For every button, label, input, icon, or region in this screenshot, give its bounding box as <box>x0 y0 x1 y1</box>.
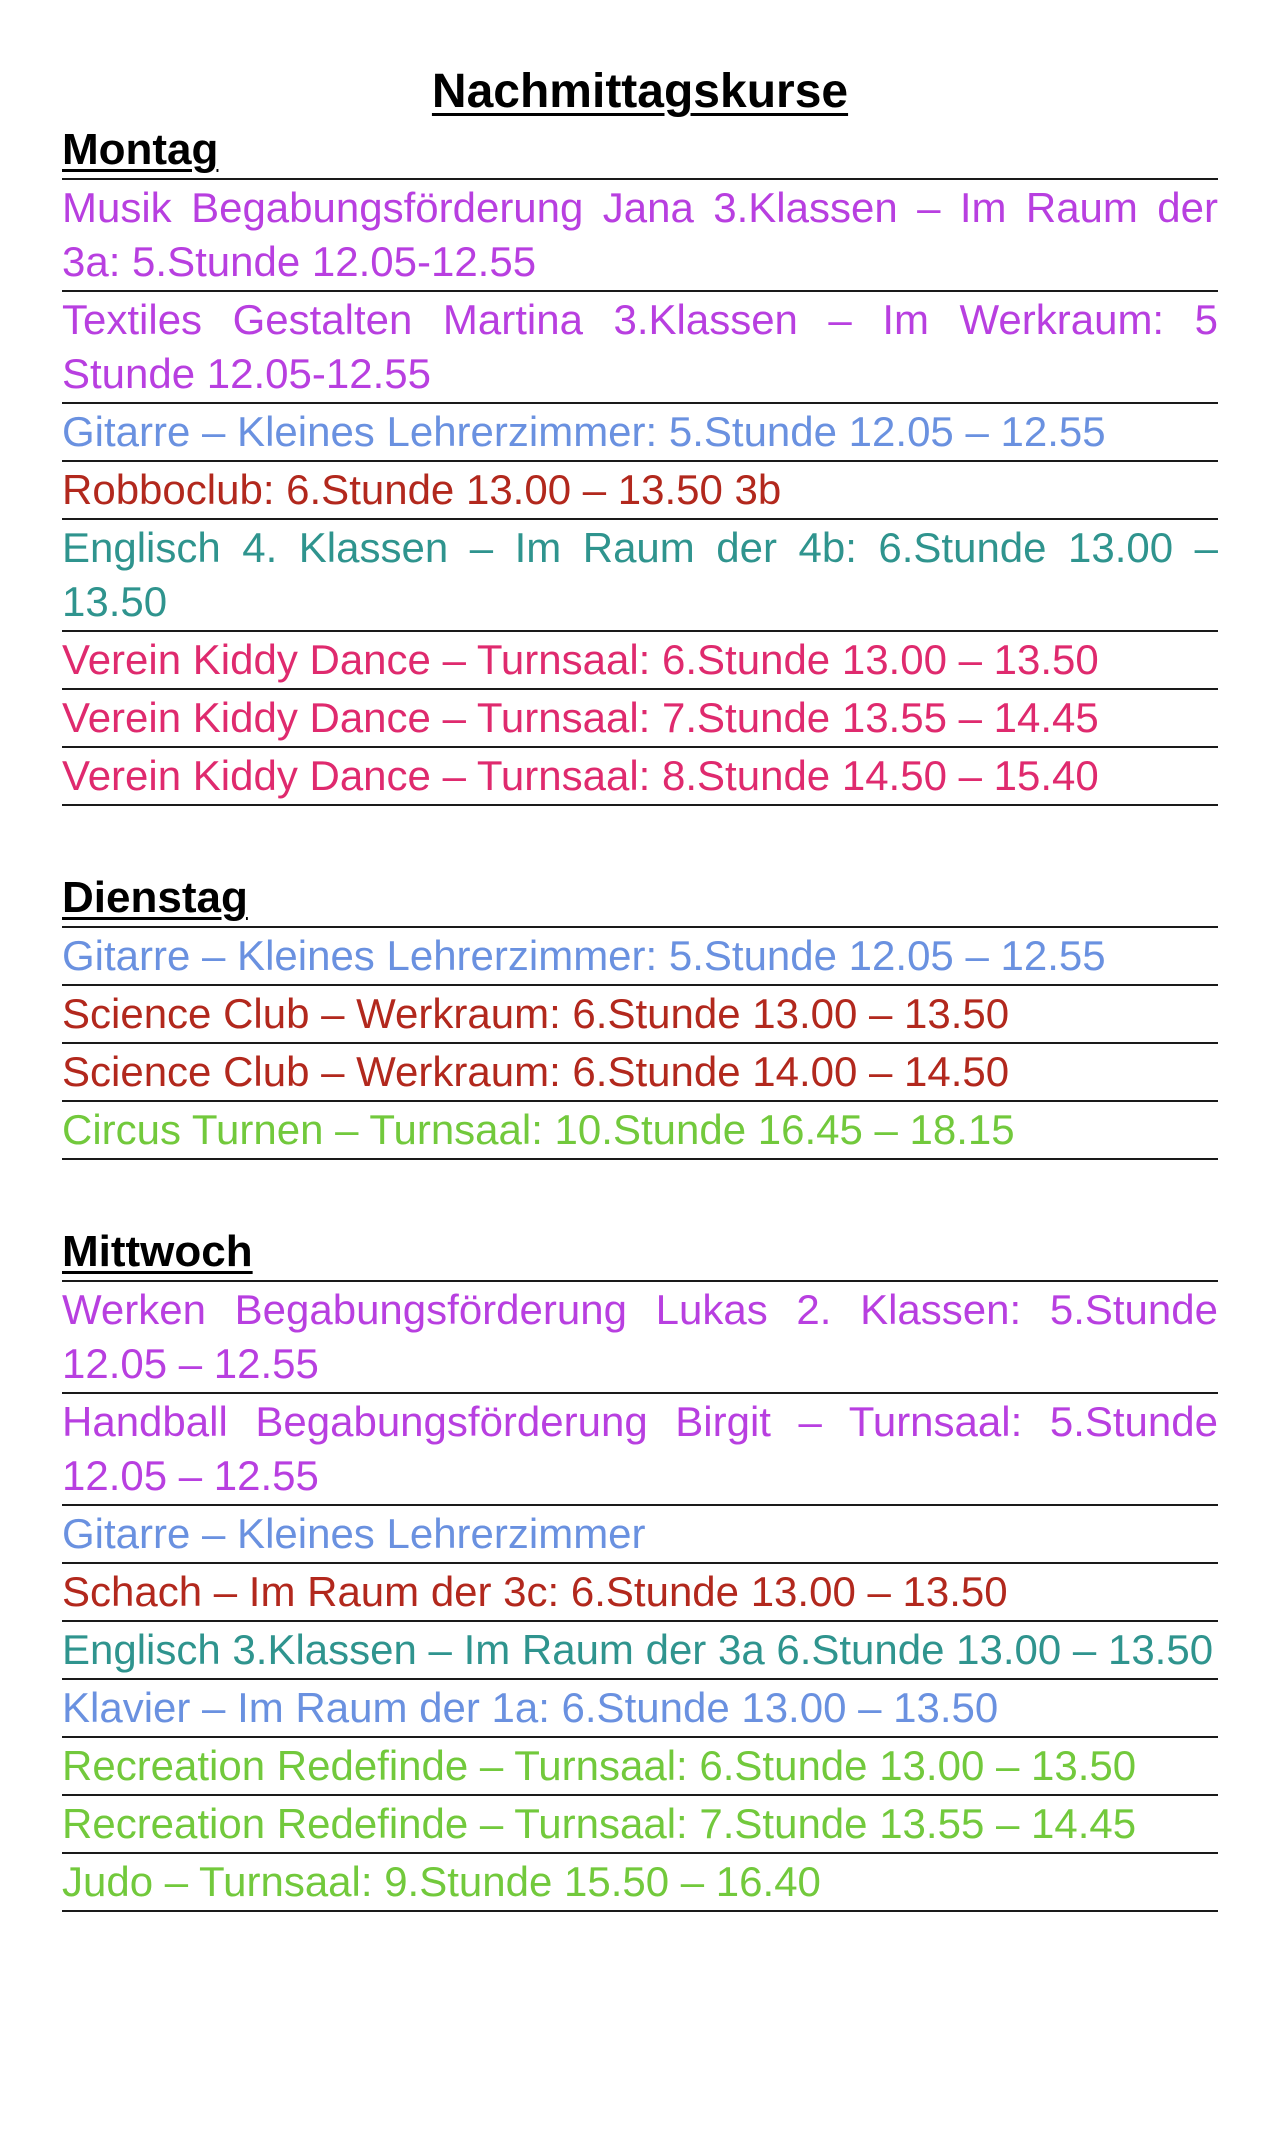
course-entry: Judo – Turnsaal: 9.Stunde 15.50 – 16.40 <box>62 1854 1218 1912</box>
course-entry: Gitarre – Kleines Lehrerzimmer <box>62 1506 1218 1564</box>
course-entry: Circus Turnen – Turnsaal: 10.Stunde 16.45 – 18.15 <box>62 1102 1218 1160</box>
course-entry: Verein Kiddy Dance – Turnsaal: 6.Stunde 13.00 – 13.50 <box>62 632 1218 690</box>
course-entry: Englisch 3.Klassen – Im Raum der 3a 6.Stunde 13.00 – 13.50 <box>62 1622 1218 1680</box>
course-entry: Schach – Im Raum der 3c: 6.Stunde 13.00 – 13.50 <box>62 1564 1218 1622</box>
day-section-montag <box>62 124 1218 806</box>
course-entry: Science Club – Werkraum: 6.Stunde 14.00 – 14.50 <box>62 1044 1218 1102</box>
course-entry: Englisch 4. Klassen – Im Raum der 4b: 6.Stunde 13.00 – 13.50 <box>62 520 1218 632</box>
course-entry: Gitarre – Kleines Lehrerzimmer: 5.Stunde 12.05 – 12.55 <box>62 404 1218 462</box>
day-heading: Montag <box>62 124 1218 180</box>
course-entry: Textiles Gestalten Martina 3.Klassen – Im Werkraum: 5 Stunde 12.05-12.55 <box>62 292 1218 404</box>
course-entry: Musik Begabungsförderung Jana 3.Klassen – Im Raum der 3a: 5.Stunde 12.05-12.55 <box>62 180 1218 292</box>
course-entry: Klavier – Im Raum der 1a: 6.Stunde 13.00 – 13.50 <box>62 1680 1218 1738</box>
course-entry: Verein Kiddy Dance – Turnsaal: 7.Stunde 13.55 – 14.45 <box>62 690 1218 748</box>
course-entry: Robboclub: 6.Stunde 13.00 – 13.50 3b <box>62 462 1218 520</box>
course-entry: Verein Kiddy Dance – Turnsaal: 8.Stunde 14.50 – 15.40 <box>62 748 1218 806</box>
course-entry: Werken Begabungsförderung Lukas 2. Klassen: 5.Stunde 12.05 – 12.55 <box>62 1282 1218 1394</box>
course-entry: Handball Begabungsförderung Birgit – Turnsaal: 5.Stunde 12.05 – 12.55 <box>62 1394 1218 1506</box>
page-title: Nachmittagskurse <box>431 65 849 118</box>
day-heading: Mittwoch <box>62 1226 1218 1282</box>
course-entry: Recreation Redefinde – Turnsaal: 6.Stunde 13.00 – 13.50 <box>62 1738 1218 1796</box>
course-entry: Science Club – Werkraum: 6.Stunde 13.00 – 13.50 <box>62 986 1218 1044</box>
day-section-dienstag <box>62 872 1218 1160</box>
course-entry: Recreation Redefinde – Turnsaal: 7.Stunde 13.55 – 14.45 <box>62 1796 1218 1854</box>
course-entry: Gitarre – Kleines Lehrerzimmer: 5.Stunde 12.05 – 12.55 <box>62 928 1218 986</box>
day-heading: Dienstag <box>62 872 1218 928</box>
day-section-mittwoch <box>62 1226 1218 1912</box>
